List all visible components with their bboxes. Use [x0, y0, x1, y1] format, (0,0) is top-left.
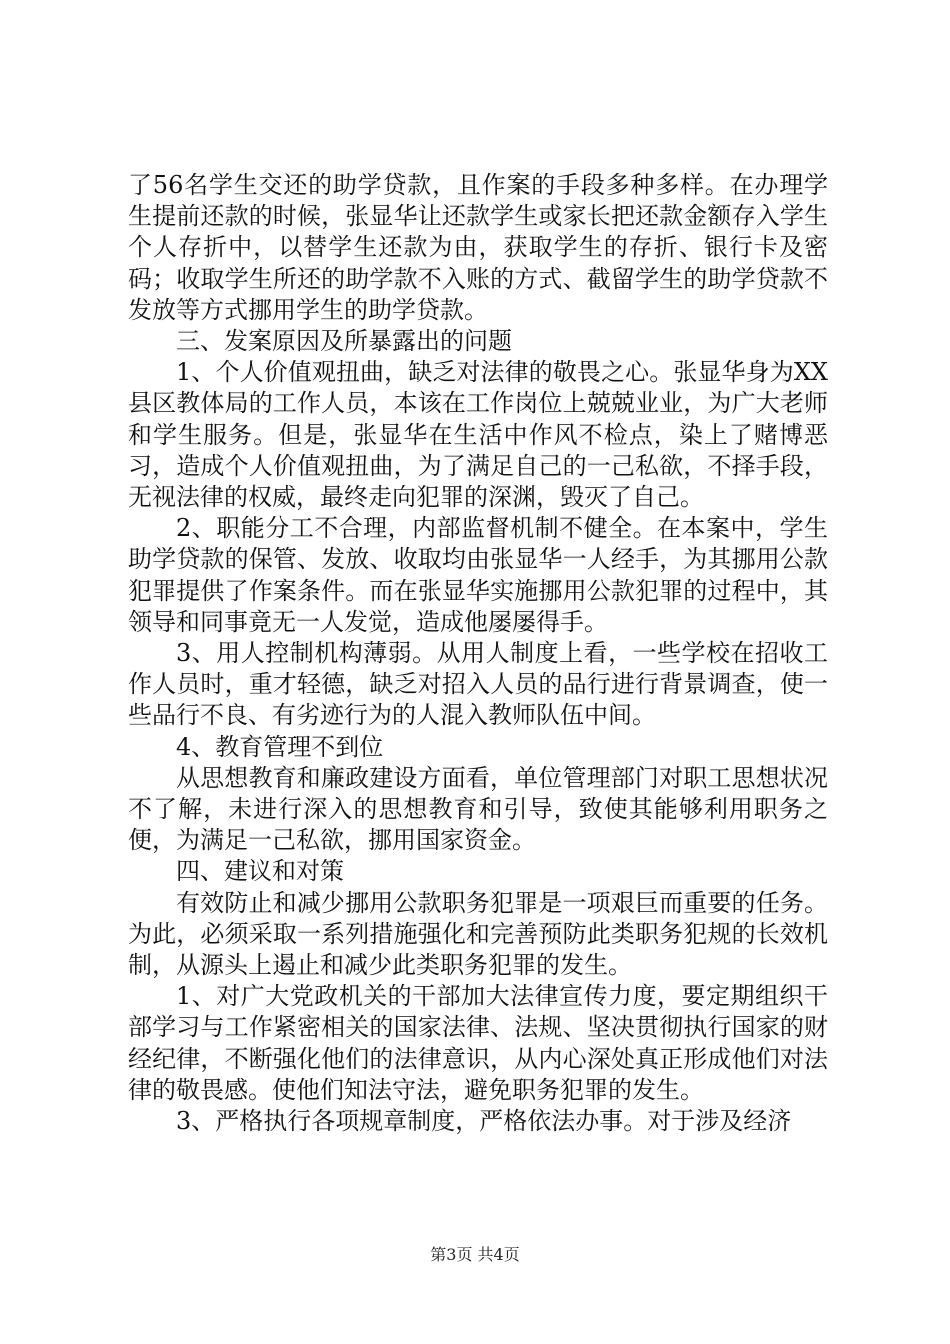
section-heading-3: 三、发案原因及所暴露出的问题 — [176, 327, 512, 356]
paragraph-cause-4-body: 从思想教育和廉政建设方面看，单位管理部门对职工思想状况不了解，未进行深入的思想教育和引导，致使其能够利用职务之便，为满足一己私欲，挪用国家资金。 — [128, 763, 828, 855]
paragraph-1: 了56名学生交还的助学贷款，且作案的手段多种多样。在办理学生提前还款的时候，张显华让还款学生或家长把还款金额存入学生个人存折中，以替学生还款为由，获取学生的存折、银行卡及密码；收取学生所还的助学款不入账的方式、截留学生的助学贷款不发放等方式挪用学生的助学贷款。 — [128, 171, 828, 324]
paragraph-cause-4-heading: 4、教育管理不到位 — [176, 732, 384, 761]
section-heading-4: 四、建议和对策 — [176, 857, 344, 886]
page-footer — [0, 1245, 950, 1265]
paragraph-measure-3: 3、严格执行各项规章制度，严格依法办事。对于涉及经济 — [176, 1107, 792, 1136]
paragraph-cause-3: 3、用人控制机构薄弱。从用人制度上看，一些学校在招收工作人员时，重才轻德，缺乏对招入人员的品行进行背景调查，使一些品行不良、有劣迹行为的人混入教师队伍中间。 — [128, 639, 828, 730]
paragraph-cause-2: 2、职能分工不合理，内部监督机制不健全。在本案中，学生助学贷款的保管、发放、收取均由张显华一人经手，为其挪用公款犯罪提供了作案条件。而在张显华实施挪用公款犯罪的过程中，其领导和同事竟无一人发觉，造成他屡屡得手。 — [128, 514, 828, 636]
page-number-label: 第3页 共4页 — [430, 1245, 520, 1264]
paragraph-cause-1: 1、个人价值观扭曲，缺乏对法律的敬畏之心。张显华身为XX县区教体局的工作人员，本该在工作岗位上兢兢业业，为广大老师和学生服务。但是，张显华在生活中作风不检点，染上了赌博恶习，造成个人价值观扭曲，为了满足自己的一己私欲，不择手段，无视法律的权威，最终走向犯罪的深渊，毁灭了自己。 — [128, 358, 828, 512]
paragraph-intro-measures: 有效防止和减少挪用公款职务犯罪是一项艰巨而重要的任务。为此，必须采取一系列措施强化和完善预防此类职务犯规的长效机制，从源头上遏止和减少此类职务犯罪的发生。 — [128, 888, 828, 980]
document-body — [128, 170, 828, 1137]
paragraph-measure-1: 1、对广大党政机关的干部加大法律宣传力度，要定期组织干部学习与工作紧密相关的国家法律、法规、坚决贯彻执行国家的财经纪律，不断强化他们的法律意识，从内心深处真正形成他们对法律的敬畏感。使他们知法守法，避免职务犯罪的发生。 — [128, 982, 828, 1104]
